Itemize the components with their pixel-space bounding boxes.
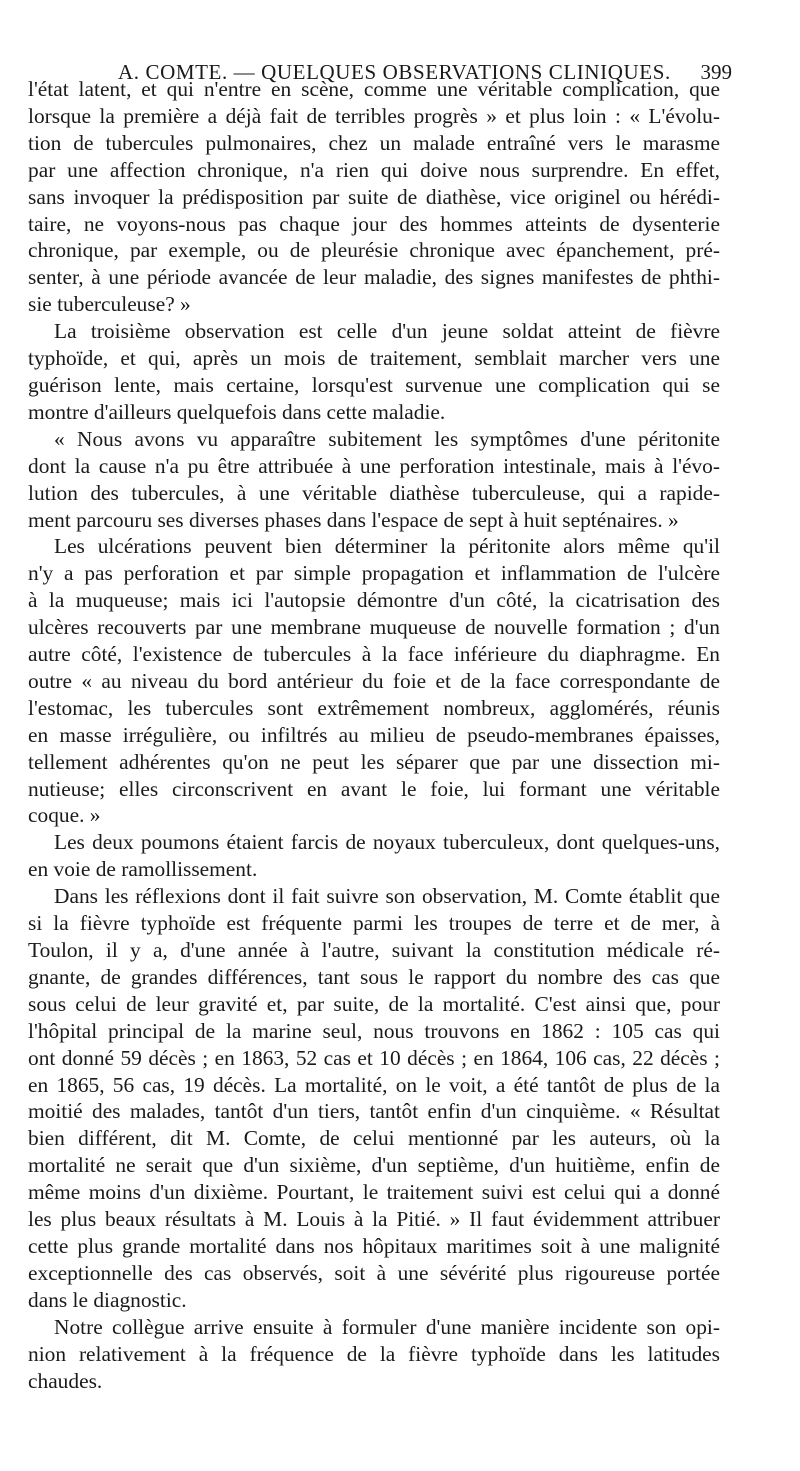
text-line: n'y a pas perforation et par simple propagation et inflammation de l'ulcère	[28, 561, 720, 586]
text-line: Les deux poumons étaient farcis de noyaux tuberculeux, dont quelques-uns,	[54, 830, 720, 855]
text-line: en masse irrégulière, ou infiltrés au milieu de pseudo-membranes épaisses,	[28, 722, 720, 747]
text-line: l'hôpital principal de la marine seul, nous trouvons en 1862 : 105 cas qui	[28, 1018, 720, 1043]
text-line: par une affection chronique, n'a rien qui doive nous surprendre. En effet,	[28, 157, 720, 182]
text-line: nutieuse; elles circonscrivent en avant le foie, lui formant une véritable	[28, 776, 720, 801]
text-line: tion de tubercules pulmonaires, chez un malade entraîné vers le marasme	[28, 130, 720, 155]
page-header	[28, 30, 732, 84]
text-line: ont donné 59 décès ; en 1863, 52 cas et 10 décès ; en 1864, 106 cas, 22 décès ;	[28, 1045, 720, 1070]
text-line: Les ulcérations peuvent bien déterminer la péritonite alors même qu'il	[54, 534, 720, 559]
text-line: bien différent, dit M. Comte, de celui mentionné par les auteurs, où la	[28, 1126, 720, 1151]
text-line: chaudes.	[28, 1368, 103, 1393]
text-line: montre d'ailleurs quelquefois dans cette maladie.	[28, 399, 446, 424]
text-line: senter, à une période avancée de leur maladie, des signes manifestes de phthi-	[28, 265, 720, 290]
text-line: cette plus grande mortalité dans nos hôpitaux maritimes soit à une malignité	[28, 1233, 720, 1258]
text-line: exceptionnelle des cas observés, soit à une sévérité plus rigoureuse portée	[28, 1260, 720, 1285]
text-line: sie tuberculeuse? »	[28, 292, 191, 317]
paragraph-p7	[28, 1314, 720, 1395]
paragraph-p2	[28, 318, 720, 426]
paragraph-p5	[28, 829, 720, 883]
text-line: l'estomac, les tubercules sont extrêmement nombreux, agglomérés, réunis	[28, 695, 720, 720]
text-line: autre côté, l'existence de tubercules à la face inférieure du diaphragme. En	[28, 642, 720, 667]
text-line: nion relativement à la fréquence de la fièvre typhoïde dans les latitudes	[28, 1341, 720, 1366]
text-line: les plus beaux résultats à M. Louis à la Pitié. » Il faut évidemment attribuer	[28, 1207, 720, 1232]
text-line: lorsque la première a déjà fait de terribles progrès » et plus loin : « L'évolu-	[28, 103, 720, 128]
text-line: typhoïde, et qui, après un mois de traitement, semblait marcher vers une	[28, 346, 720, 371]
text-line: « Nous avons vu apparaître subitement les symptômes d'une péritonite	[54, 426, 720, 451]
text-line: tellement adhérentes qu'on ne peut les séparer que par une dissection mi-	[28, 749, 720, 774]
paragraph-p1	[28, 76, 720, 318]
running-head: A. COMTE. — QUELQUES OBSERVATIONS CLINIQUES.	[118, 60, 671, 84]
text-line: même moins d'un dixième. Pourtant, le traitement suivi est celui qui a donné	[28, 1180, 720, 1205]
text-line: l'état latent, et qui n'entre en scène, comme une véritable complication, que	[28, 77, 720, 101]
text-line: taire, ne voyons-nous pas chaque jour des hommes atteints de dysenterie	[28, 211, 720, 236]
text-line: guérison lente, mais certaine, lorsqu'est survenue une complication qui se	[28, 372, 720, 397]
text-line: en 1865, 56 cas, 19 décès. La mortalité, on le voit, a été tantôt de plus de la	[28, 1072, 720, 1097]
text-line: moitié des malades, tantôt d'un tiers, tantôt enfin d'un cinquième. « Résultat	[28, 1099, 720, 1124]
text-line: Notre collègue arrive ensuite à formuler d'une manière incidente son opi-	[54, 1314, 720, 1339]
paragraph-p6	[28, 883, 720, 1314]
text-line: sans invoquer la prédisposition par suite de diathèse, vice originel ou hérédi-	[28, 184, 720, 209]
text-line: dont la cause n'a pu être attribuée à une perforation intestinale, mais à l'évo-	[28, 453, 720, 478]
text-line: à la muqueuse; mais ici l'autopsie démontre d'un côté, la cicatrisation des	[28, 588, 720, 613]
text-line: en voie de ramollissement.	[28, 857, 258, 882]
text-line: ment parcouru ses diverses phases dans l'espace de sept à huit septénaires. »	[28, 507, 679, 532]
paragraph-p4	[28, 533, 720, 829]
body-text	[28, 76, 720, 1394]
text-line: outre « au niveau du bord antérieur du foie et de la face correspondante de	[28, 668, 720, 693]
text-line: gnante, de grandes différences, tant sous le rapport du nombre des cas que	[28, 964, 720, 989]
text-line: chronique, par exemple, ou de pleurésie chronique avec épanchement, pré-	[28, 238, 720, 263]
text-line: lution des tubercules, à une véritable diathèse tuberculeuse, qui a rapide-	[28, 480, 720, 505]
text-line: Dans les réflexions dont il fait suivre son observation, M. Comte établit que	[54, 884, 720, 909]
paragraph-p3	[28, 426, 720, 534]
text-line: sous celui de leur gravité et, par suite, de la mortalité. C'est ainsi que, pour	[28, 991, 720, 1016]
text-line: ulcères recouverts par une membrane muqueuse de nouvelle formation ; d'un	[28, 615, 720, 640]
text-line: dans le diagnostic.	[28, 1287, 187, 1312]
text-line: Toulon, il y a, d'une année à l'autre, suivant la constitution médicale ré-	[28, 938, 720, 962]
text-line: si la fièvre typhoïde est fréquente parmi les troupes de terre et de mer, à	[28, 911, 720, 936]
page-number: 399	[700, 60, 732, 84]
text-line: coque. »	[28, 803, 101, 828]
text-line: mortalité ne serait que d'un sixième, d'un septième, d'un huitième, enfin de	[28, 1153, 720, 1178]
text-line: La troisième observation est celle d'un jeune soldat atteint de fièvre	[54, 319, 720, 344]
